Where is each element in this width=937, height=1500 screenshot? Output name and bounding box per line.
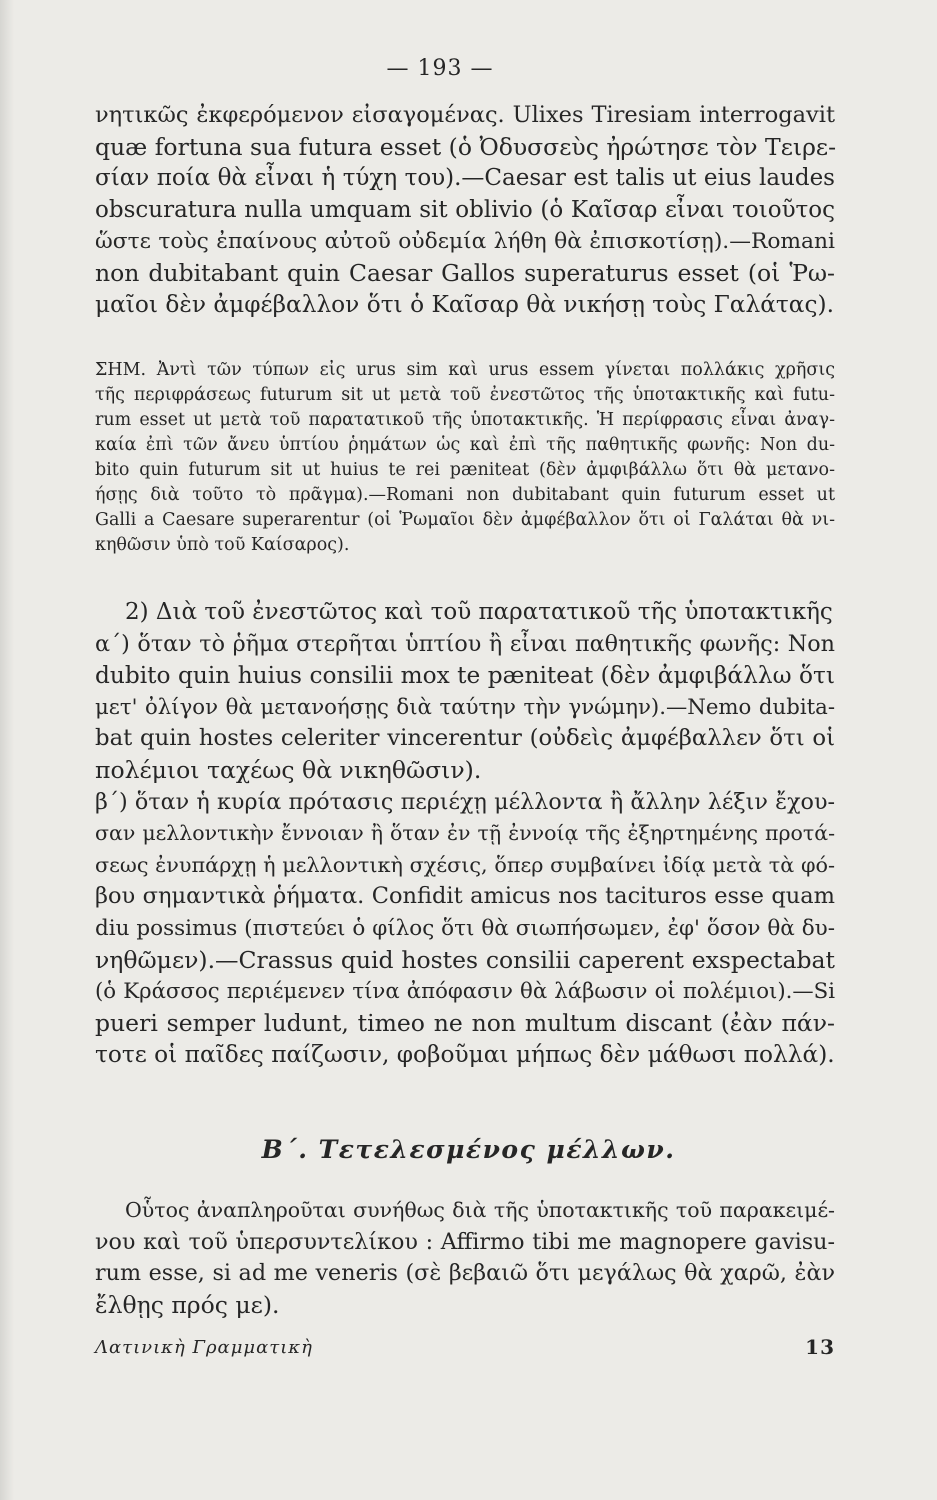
text-line: rum esse, si ad me veneris (σὲ βεβαιῶ ὅτι μεγάλως θὰ χαρῶ, ἐὰν bbox=[95, 1260, 835, 1286]
text-line: obscuratura nulla umquam sit oblivio (ὁ Καῖσαρ εἶναι τοιοῦτος bbox=[95, 196, 835, 223]
text-line: σεως ἐνυπάρχῃ ἡ μελλοντικὴ σχέσις, ὅπερ συμβαίνει ἰδίᾳ μετὰ τὰ φό- bbox=[95, 852, 835, 877]
section-heading: Β΄. Τετελεσμένος μέλλων. bbox=[261, 1135, 676, 1164]
text-line: σαν μελλοντικὴν ἔννοιαν ἢ ὅταν ἐν τῇ ἐννοίᾳ τῆς ἐξηρτημένης προτά- bbox=[95, 821, 835, 846]
note-line: rum esset ut μετὰ τοῦ παρατατικοῦ τῆς ὑποτακτικῆς. Ἡ περίφρασις εἶναι ἀναγ- bbox=[95, 410, 835, 430]
text-line: non dubitabant quin Caesar Gallos superaturus esset (οἱ Ῥω- bbox=[95, 258, 835, 287]
text-line: diu possimus (πιστεύει ὁ φίλος ὅτι θὰ σιωπήσωμεν, ἐφ' ὅσον θὰ δυ- bbox=[95, 915, 835, 941]
final-paragraph bbox=[95, 1195, 835, 1321]
book-title: Λατινικὴ Γραμματικὴ bbox=[95, 1337, 313, 1358]
page-number: — 193 — bbox=[386, 56, 494, 81]
text-line: πολέμιοι ταχέως θὰ νικηθῶσιν). bbox=[95, 755, 482, 784]
text-line: (ὁ Κράσσος περιέμενεν τίνα ἀπόφασιν θὰ λάβωσιν οἱ πολέμιοι).—Si bbox=[95, 979, 835, 1005]
note-line: ΣΗΜ. Ἀντὶ τῶν τύπων εἰς urus sim καὶ urus essem γίνεται πολλάκις χρῆσις bbox=[95, 360, 835, 380]
text-line: quæ fortuna sua futura esset (ὁ Ὀδυσσεὺς ἠρώτησε τὸν Τειρε- bbox=[95, 132, 837, 161]
note-line: καία ἐπὶ τῶν ἄνευ ὑπτίου ῥημάτων ὡς καὶ ἐπὶ τῆς παθητικῆς φωνῆς: Non du- bbox=[95, 435, 835, 455]
text-line: βου σημαντικὰ ῥήματα. Confidit amicus nos tacituros esse quam bbox=[95, 883, 835, 910]
note-line: κηθῶσιν ὑπὸ τοῦ Καίσαρος). bbox=[95, 535, 350, 555]
text-line: νου καὶ τοῦ ὑπερσυντελίκου : Affirmo tibi me magnopere gavisu- bbox=[95, 1228, 835, 1255]
signature-number: 13 bbox=[805, 1335, 835, 1359]
main-paragraph bbox=[95, 100, 835, 321]
note-line: bito quin futurum sit ut huius te rei pæniteat (δὲν ἀμφιβάλλω ὅτι θὰ μετανο- bbox=[95, 460, 835, 480]
text-line: β΄) ὅταν ἡ κυρία πρότασις περιέχῃ μέλλοντα ἢ ἄλλην λέξιν ἔχου- bbox=[95, 788, 835, 815]
text-line: τοτε οἱ παῖδες παίζωσιν, φοβοῦμαι μήπως δὲν μάθωσι πολλά). bbox=[95, 1041, 835, 1069]
text-line: bat quin hostes celeriter vincerentur (οὐδεὶς ἀμφέβαλλεν ὅτι οἱ bbox=[95, 725, 835, 752]
note-paragraph bbox=[95, 358, 835, 558]
text-line: νητικῶς ἐκφερόμενον εἰσαγομένας. Ulixes Tiresiam interrogavit bbox=[95, 102, 835, 128]
note-line: τῆς περιφράσεως futurum sit ut μετὰ τοῦ ἐνεστῶτος τῆς ὑποτακτικῆς καὶ futu- bbox=[95, 385, 835, 405]
note-line: Galli a Caesare superarentur (οἱ Ῥωμαῖοι δὲν ἀμφέβαλλον ὅτι οἱ Γαλάται θὰ νι- bbox=[95, 510, 835, 530]
text-line: dubito quin huius consilii mox te pæniteat (δὲν ἀμφιβάλλω ὅτι bbox=[95, 662, 835, 690]
subsection-heading: 2) Διὰ τοῦ ἐνεστῶτος καὶ τοῦ παρατατικοῦ τῆς ὑποτακτικῆς bbox=[125, 599, 833, 625]
section-2-paragraph bbox=[95, 597, 835, 1071]
text-line: α΄) ὅταν τὸ ῥῆμα στερῆται ὑπτίου ἢ εἶναι παθητικῆς φωνῆς: Non bbox=[95, 630, 835, 657]
text-line: Οὗτος ἀναπληροῦται συνήθως διὰ τῆς ὑποτακτικῆς τοῦ παρακειμέ- bbox=[125, 1198, 835, 1222]
text-line: pueri semper ludunt, timeo ne non multum discant (ἐὰν πάν- bbox=[95, 1008, 835, 1037]
note-line: ήσῃς διὰ τοῦτο τὸ πρᾶγμα).—Romani non dubitabant quin futurum esset ut bbox=[95, 485, 835, 505]
text-line: ἔλθῃς πρός με). bbox=[95, 1290, 280, 1319]
text-line: μετ' ὀλίγον θὰ μετανοήσῃς διὰ ταύτην τὴν γνώμην).—Nemo dubita- bbox=[95, 694, 835, 720]
text-line: μαῖοι δὲν ἀμφέβαλλον ὅτι ὁ Καῖσαρ θὰ νικήσῃ τοὺς Γαλάτας). bbox=[95, 291, 834, 318]
binding-shadow bbox=[0, 0, 14, 1500]
text-line: νηθῶμεν).—Crassus quid hostes consilii caperent exspectabat bbox=[95, 945, 835, 974]
text-line: ὥστε τοὺς ἐπαίνους αὐτοῦ οὐδεμία λήθη θὰ ἐπισκοτίσῃ).—Romani bbox=[95, 229, 835, 254]
text-line: σίαν ποία θὰ εἶναι ἡ τύχη του).—Caesar est talis ut eius laudes bbox=[95, 165, 835, 191]
